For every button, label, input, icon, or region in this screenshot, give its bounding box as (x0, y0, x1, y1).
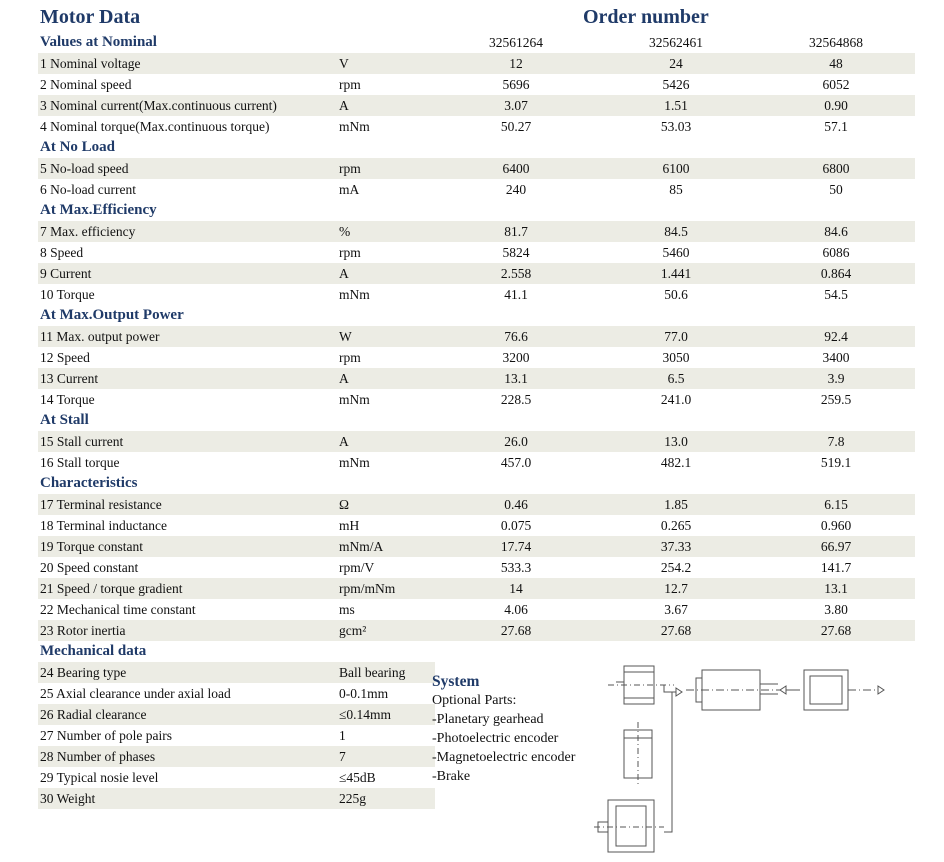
section-title: At Stall (40, 412, 89, 428)
parameter-value: 77.0 (595, 326, 755, 347)
parameter-value: 6086 (822, 245, 850, 260)
order-number: 32564868 (809, 35, 863, 50)
parameter-value: 5460 (662, 245, 690, 260)
parameter-label: 28 Number of phases (38, 746, 337, 767)
parameter-unit: mA (339, 182, 360, 197)
parameter-label: 12 Speed (40, 350, 90, 365)
parameter-value: 84.5 (595, 221, 755, 242)
parameter-unit: rpm/V (339, 560, 375, 575)
parameter-value: 26.0 (435, 431, 595, 452)
parameter-label: 21 Speed / torque gradient (38, 578, 337, 599)
parameter-value: 3050 (662, 350, 690, 365)
parameter-label: 17 Terminal resistance (38, 494, 337, 515)
parameter-value: 57.1 (824, 119, 848, 134)
table-row (38, 620, 915, 641)
parameter-value: ≤45dB (339, 770, 376, 785)
parameter-value: 228.5 (500, 392, 532, 407)
parameter-value: 41.1 (504, 287, 528, 302)
parameter-value: 6.15 (755, 494, 915, 515)
parameter-unit: mNm (339, 392, 370, 407)
order-number: 32562461 (649, 35, 703, 50)
parameter-unit: A (337, 368, 435, 389)
table-row (38, 95, 915, 116)
table-row (38, 515, 915, 536)
parameter-unit: mH (339, 518, 360, 533)
section-title: At No Load (40, 139, 116, 155)
table-row (38, 74, 915, 95)
parameter-unit: rpm/mNm (337, 578, 435, 599)
parameter-unit: rpm (339, 350, 361, 365)
parameter-value: 482.1 (660, 455, 692, 470)
table-row (38, 578, 915, 599)
table-row (38, 53, 915, 74)
table-row (38, 158, 915, 179)
system-item: -Brake (432, 769, 471, 784)
parameter-value: 13.1 (435, 368, 595, 389)
parameter-unit: Ω (337, 494, 435, 515)
document-title: Motor Data (40, 6, 141, 28)
table-row (38, 221, 915, 242)
parameter-label: 27 Number of pole pairs (40, 728, 172, 743)
parameter-value: 7 (337, 746, 435, 767)
system-item: -Magnetoelectric encoder (432, 750, 576, 765)
parameter-label: 20 Speed constant (40, 560, 139, 575)
parameter-unit: A (337, 431, 435, 452)
parameter-label: 19 Torque constant (38, 536, 337, 557)
parameter-value: 5426 (662, 77, 690, 92)
system-diagram (594, 652, 894, 862)
section-title: At Max.Output Power (40, 307, 184, 323)
parameter-value: 0.46 (435, 494, 595, 515)
parameter-value: 13.0 (595, 431, 755, 452)
parameter-value: 50.6 (664, 287, 688, 302)
section-header-row (38, 200, 915, 221)
parameter-value: 4.06 (504, 602, 528, 617)
parameter-label: 8 Speed (40, 245, 84, 260)
parameter-value: 0.864 (755, 263, 915, 284)
table-row (38, 452, 915, 473)
parameter-value: 1.441 (595, 263, 755, 284)
parameter-value: 27.68 (595, 620, 755, 641)
parameter-unit: gcm² (337, 620, 435, 641)
parameter-value: 53.03 (660, 119, 692, 134)
parameter-value: 3.9 (755, 368, 915, 389)
parameter-value: 3400 (822, 350, 850, 365)
section-header-row (38, 473, 915, 494)
table-row (38, 431, 915, 452)
parameter-value: 81.7 (435, 221, 595, 242)
parameter-value: 6.5 (595, 368, 755, 389)
parameter-label: 10 Torque (40, 287, 95, 302)
parameter-value: 225g (337, 788, 435, 809)
parameter-value: 37.33 (595, 536, 755, 557)
parameter-label: 16 Stall torque (40, 455, 120, 470)
parameter-value: 457.0 (500, 455, 532, 470)
table-row (38, 326, 915, 347)
section-header-row (38, 410, 915, 431)
parameter-label: 29 Typical nosie level (40, 770, 159, 785)
parameter-unit: A (337, 95, 435, 116)
parameter-value: 6800 (755, 158, 915, 179)
section-header-row (38, 305, 915, 326)
parameter-unit: rpm (339, 77, 361, 92)
table-row (38, 116, 915, 137)
parameter-label: 6 No-load current (40, 182, 136, 197)
parameter-value: 3.07 (435, 95, 595, 116)
parameter-unit: rpm (339, 245, 361, 260)
table-row (38, 179, 915, 200)
parameter-label: 22 Mechanical time constant (40, 602, 196, 617)
parameter-label: 24 Bearing type (38, 662, 337, 683)
empty-cell (337, 32, 435, 53)
table-row (38, 494, 915, 515)
parameter-value: 92.4 (755, 326, 915, 347)
parameter-label: 11 Max. output power (38, 326, 337, 347)
parameter-value: 85 (669, 182, 683, 197)
parameter-value: 519.1 (820, 455, 852, 470)
parameter-value: 14 (435, 578, 595, 599)
parameter-value: 6100 (595, 158, 755, 179)
parameter-value: 0.075 (500, 518, 532, 533)
parameter-label: 2 Nominal speed (40, 77, 132, 92)
order-number-title: Order number (583, 6, 709, 28)
table-row (38, 242, 915, 263)
table-row (38, 389, 915, 410)
order-number: 32561264 (489, 35, 543, 50)
parameter-unit: W (337, 326, 435, 347)
section-title: Characteristics (40, 475, 138, 491)
table-row (38, 536, 915, 557)
parameter-value: 0-0.1mm (339, 686, 389, 701)
section-title: Mechanical data (40, 643, 147, 659)
parameter-value: 7.8 (755, 431, 915, 452)
parameter-value: 5824 (502, 245, 530, 260)
parameter-value: 6052 (822, 77, 850, 92)
parameter-value: 259.5 (820, 392, 852, 407)
parameter-value: 27.68 (755, 620, 915, 641)
parameter-label: 3 Nominal current(Max.continuous current) (38, 95, 337, 116)
table-row (38, 263, 915, 284)
parameter-value: 5696 (502, 77, 530, 92)
parameter-value: 240 (505, 182, 527, 197)
system-item: -Planetary gearhead (432, 712, 544, 727)
table-row (38, 347, 915, 368)
parameter-value: 54.5 (824, 287, 848, 302)
parameter-label: 23 Rotor inertia (38, 620, 337, 641)
parameter-value: 50 (829, 182, 843, 197)
parameter-label: 30 Weight (38, 788, 337, 809)
parameter-value: 3.80 (824, 602, 848, 617)
parameter-value: 17.74 (435, 536, 595, 557)
parameter-value: 66.97 (755, 536, 915, 557)
section-title: Values at Nominal (40, 34, 157, 50)
parameter-value: 1.51 (595, 95, 755, 116)
parameter-value: 254.2 (660, 560, 692, 575)
parameter-value: 1.85 (595, 494, 755, 515)
parameter-unit: rpm (337, 158, 435, 179)
parameter-unit: mNm (339, 287, 370, 302)
parameter-unit: V (337, 53, 435, 74)
parameter-label: 18 Terminal inductance (40, 518, 168, 533)
parameter-value: Ball bearing (337, 662, 435, 683)
parameter-value: 27.68 (435, 620, 595, 641)
section-header-row (38, 32, 915, 53)
parameter-value: 12 (435, 53, 595, 74)
parameter-label: 25 Axial clearance under axial load (40, 686, 231, 701)
system-title: System (432, 673, 480, 690)
parameter-value: 84.6 (755, 221, 915, 242)
parameter-value: 6400 (435, 158, 595, 179)
section-title: At Max.Efficiency (40, 202, 157, 218)
parameter-unit: mNm (339, 455, 370, 470)
parameter-value: 3200 (502, 350, 530, 365)
parameter-label: 15 Stall current (38, 431, 337, 452)
table-row (38, 599, 915, 620)
parameter-value: 24 (595, 53, 755, 74)
parameter-value: 241.0 (660, 392, 692, 407)
parameter-value: 1 (339, 728, 346, 743)
parameter-value: 50.27 (500, 119, 532, 134)
parameter-label: 13 Current (38, 368, 337, 389)
system-box (432, 672, 575, 786)
table-row (38, 284, 915, 305)
parameter-label: 14 Torque (40, 392, 95, 407)
parameter-unit: mNm (339, 119, 370, 134)
parameter-value: 0.90 (755, 95, 915, 116)
system-subtitle: Optional Parts: (432, 693, 517, 708)
parameter-unit: ms (339, 602, 355, 617)
parameter-value: 13.1 (755, 578, 915, 599)
parameter-value: 3.67 (664, 602, 688, 617)
parameter-value: 12.7 (595, 578, 755, 599)
parameter-value: 48 (755, 53, 915, 74)
system-item: -Photoelectric encoder (432, 731, 559, 746)
parameter-value: 76.6 (435, 326, 595, 347)
parameter-value: 2.558 (435, 263, 595, 284)
parameter-value: 141.7 (820, 560, 852, 575)
parameter-unit: % (337, 221, 435, 242)
parameter-unit: A (337, 263, 435, 284)
parameter-label: 5 No-load speed (38, 158, 337, 179)
parameter-label: 4 Nominal torque(Max.continuous torque) (40, 119, 270, 134)
parameter-label: 9 Current (38, 263, 337, 284)
section-header-row (38, 137, 915, 158)
parameter-label: 7 Max. efficiency (38, 221, 337, 242)
parameter-value: 0.960 (820, 518, 852, 533)
parameter-unit: mNm/A (337, 536, 435, 557)
parameter-value: 0.265 (660, 518, 692, 533)
parameter-label: 1 Nominal voltage (38, 53, 337, 74)
parameter-value: 533.3 (500, 560, 532, 575)
table-row (38, 368, 915, 389)
parameter-label: 26 Radial clearance (38, 704, 337, 725)
parameter-value: ≤0.14mm (337, 704, 435, 725)
table-row (38, 557, 915, 578)
